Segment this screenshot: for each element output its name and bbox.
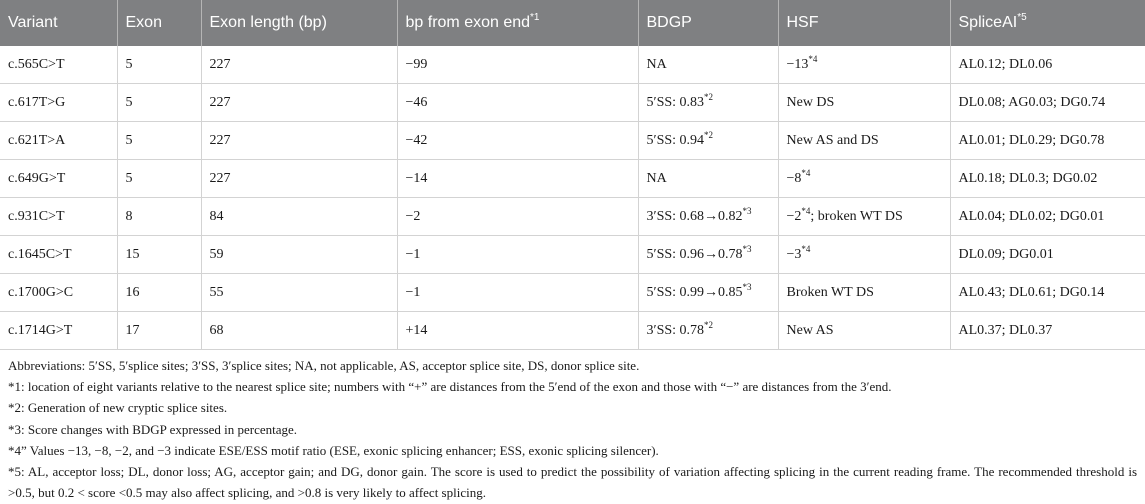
cell-exon: 5 <box>117 122 201 160</box>
col-header-exon-length: Exon length (bp) <box>201 0 397 46</box>
cell-bp: +14 <box>397 312 638 350</box>
cell-bdgp: 5′SS: $0.96\to 0.78^{*3}$ <box>638 236 778 274</box>
cell-variant: c.565C>T <box>0 46 117 84</box>
footnote-5: *5: AL, acceptor loss; DL, donor loss; AG, acceptor gain; and DG, donor gain. The score is used to predict the possibility of variation affecting splicing in the current reading frame. The recommended threshold is >0.5, but 0.2 < score <0.5 may also affect splicing, and >0.8 is very likely to affect splicing. <box>8 464 1137 501</box>
col-header-variant: Variant <box>0 0 117 46</box>
cell-spliceai: AL0.43; DL0.61; DG0.14 <box>950 274 1145 312</box>
cell-bdgp: 5′SS: 0.94$^{*2}$ <box>638 122 778 160</box>
cell-exon: 5 <box>117 46 201 84</box>
cell-hsf: Broken WT DS <box>778 274 950 312</box>
cell-length: 227 <box>201 84 397 122</box>
cell-length: 227 <box>201 46 397 84</box>
cell-variant: c.1714G>T <box>0 312 117 350</box>
cell-bdgp: 3′SS: $0.68\to 0.82^{*3}$ <box>638 198 778 236</box>
cell-bdgp: NA <box>638 160 778 198</box>
cell-bp: −99 <box>397 46 638 84</box>
table-row <box>0 236 1145 274</box>
cell-variant: c.1700G>C <box>0 274 117 312</box>
cell-exon: 5 <box>117 160 201 198</box>
cell-bp: −14 <box>397 160 638 198</box>
cell-hsf: $-2^{*4}$; broken WT DS <box>778 198 950 236</box>
cell-bp: −2 <box>397 198 638 236</box>
cell-bdgp: NA <box>638 46 778 84</box>
cell-variant: c.617T>G <box>0 84 117 122</box>
table-row <box>0 160 1145 198</box>
col-header-bdgp: BDGP <box>638 0 778 46</box>
cell-bp: −1 <box>397 236 638 274</box>
cell-spliceai: DL0.09; DG0.01 <box>950 236 1145 274</box>
table-row <box>0 198 1145 236</box>
table-row <box>0 84 1145 122</box>
table-row <box>0 46 1145 84</box>
cell-hsf: $-3^{*4}$ <box>778 236 950 274</box>
cell-length: 227 <box>201 160 397 198</box>
cell-bdgp: 3′SS: 0.78$^{*2}$ <box>638 312 778 350</box>
table-footnotes <box>0 350 1145 503</box>
cell-bdgp: 5′SS: $0.99\to 0.85^{*3}$ <box>638 274 778 312</box>
table-row <box>0 274 1145 312</box>
cell-spliceai: AL0.04; DL0.02; DG0.01 <box>950 198 1145 236</box>
cell-spliceai: DL0.08; AG0.03; DG0.74 <box>950 84 1145 122</box>
cell-exon: 5 <box>117 84 201 122</box>
header-row <box>0 0 1145 46</box>
cell-hsf: $-13^{*4}$ <box>778 46 950 84</box>
abbreviations-note: Abbreviations: 5′SS, 5′splice sites; 3′SS, 3′splice sites; NA, not applicable, AS, acceptor splice site, DS, donor splice site. <box>8 358 640 373</box>
cell-exon: 15 <box>117 236 201 274</box>
cell-exon: 17 <box>117 312 201 350</box>
footnote-4: *4” Values −13, −8, −2, and −3 indicate ESE/ESS motif ratio (ESE, exonic splicing enhancer; ESS, exonic splicing silencer). <box>8 442 659 458</box>
cell-variant: c.649G>T <box>0 160 117 198</box>
cell-bp: −46 <box>397 84 638 122</box>
cell-exon: 16 <box>117 274 201 312</box>
cell-spliceai: AL0.01; DL0.29; DG0.78 <box>950 122 1145 160</box>
cell-length: 68 <box>201 312 397 350</box>
col-header-bp-from-exon-end: bp from exon end$^{*1}$ <box>397 0 638 46</box>
cell-spliceai: AL0.12; DL0.06 <box>950 46 1145 84</box>
cell-variant: c.621T>A <box>0 122 117 160</box>
cell-hsf: New AS and DS <box>778 122 950 160</box>
cell-exon: 8 <box>117 198 201 236</box>
cell-hsf: $-8^{*4}$ <box>778 160 950 198</box>
cell-variant: c.931C>T <box>0 198 117 236</box>
cell-bp: −42 <box>397 122 638 160</box>
table-row <box>0 122 1145 160</box>
cell-bp: −1 <box>397 274 638 312</box>
footnote-2: *2: Generation of new cryptic splice sites. <box>8 400 228 416</box>
cell-hsf: New AS <box>778 312 950 350</box>
col-header-exon: Exon <box>117 0 201 46</box>
cell-length: 227 <box>201 122 397 160</box>
cell-spliceai: AL0.37; DL0.37 <box>950 312 1145 350</box>
col-header-spliceai: SpliceAI$^{*5}$ <box>950 0 1145 46</box>
cell-length: 84 <box>201 198 397 236</box>
cell-length: 55 <box>201 274 397 312</box>
table-row <box>0 312 1145 350</box>
cell-variant: c.1645C>T <box>0 236 117 274</box>
footnote-1: *1: location of eight variants relative to the nearest splice site; numbers with “+” are distances from the 5′end of the exon and those with “−” are distances from the 3′end. <box>8 379 892 395</box>
footnote-3: *3: Score changes with BDGP expressed in percentage. <box>8 421 298 437</box>
cell-hsf: New DS <box>778 84 950 122</box>
cell-length: 59 <box>201 236 397 274</box>
cell-spliceai: AL0.18; DL0.3; DG0.02 <box>950 160 1145 198</box>
cell-bdgp: 5′SS: 0.83$^{*2}$ <box>638 84 778 122</box>
col-header-hsf: HSF <box>778 0 950 46</box>
